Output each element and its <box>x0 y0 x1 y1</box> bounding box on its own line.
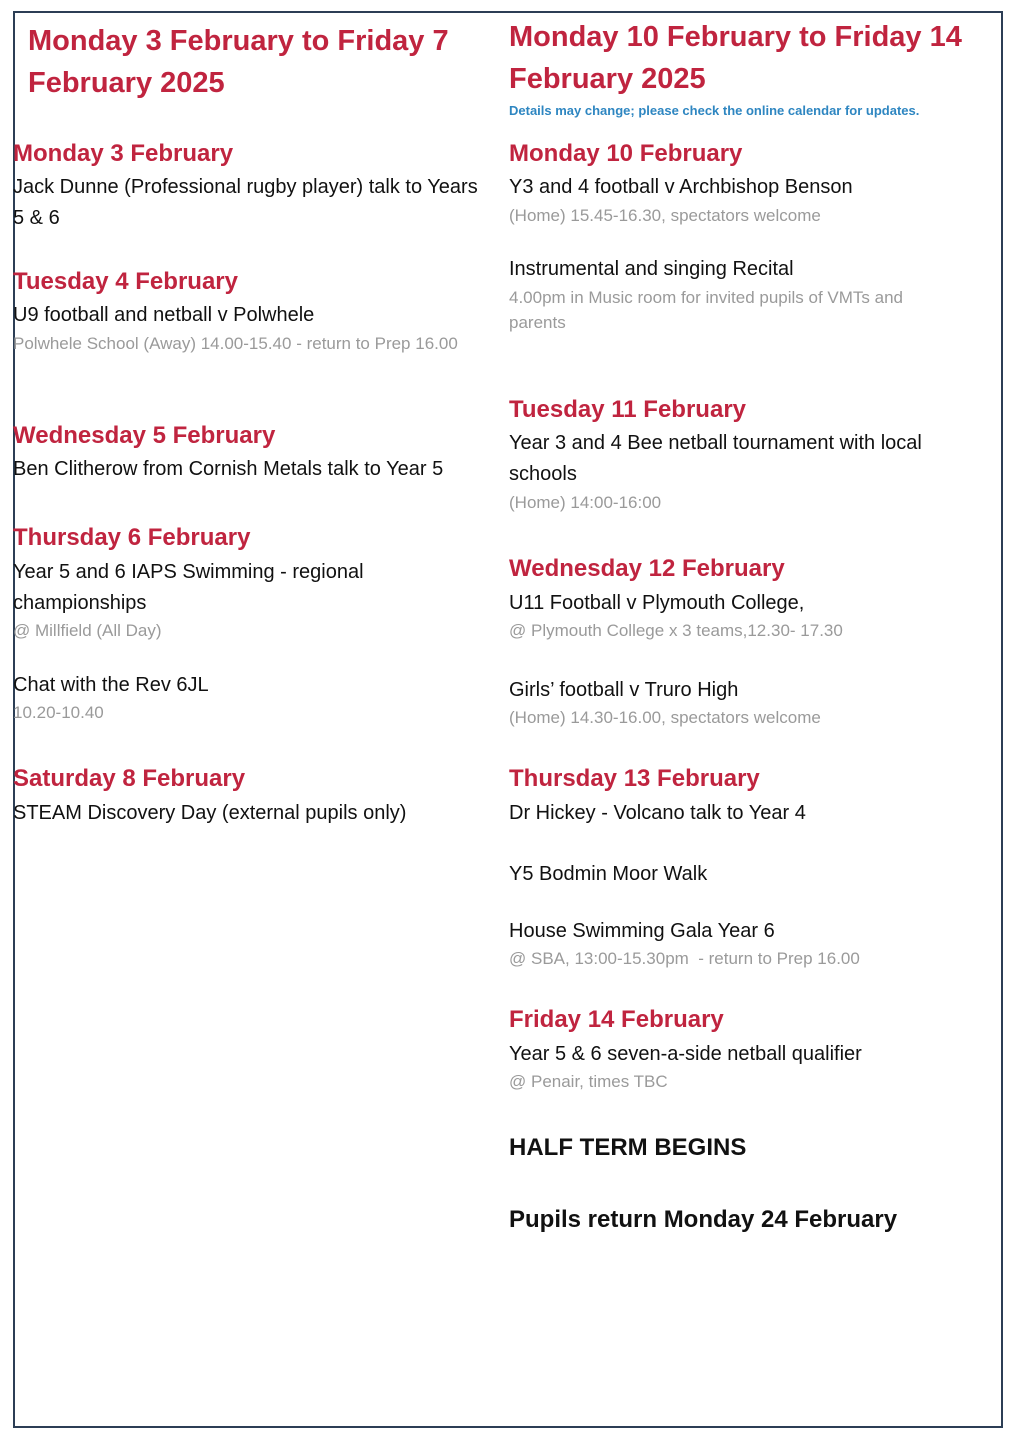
day-heading-mon-3: Monday 3 February <box>13 140 234 167</box>
event-detail: 10.20-10.40 <box>13 703 104 722</box>
event-title: Y5 Bodmin Moor Walk <box>509 863 708 885</box>
event-title: Instrumental and singing Recital <box>509 258 794 280</box>
event-title: Ben Clitherow from Cornish Metals talk to Year 5 <box>13 458 444 480</box>
day-heading-sat-8: Saturday 8 February <box>13 765 246 792</box>
event-title: Chat with the Rev 6JL <box>13 674 209 696</box>
week-2-title: Monday 10 February to Friday 14 February 2025 <box>509 21 962 95</box>
event-title: Y3 and 4 football v Archbishop Benson <box>509 176 853 198</box>
event-title: Girls’ football v Truro High <box>509 679 739 701</box>
event-detail: (Home) 14:00-16:00 <box>509 493 662 512</box>
event-detail: 4.00pm in Music room for invited pupils of VMTs and parents <box>509 288 904 332</box>
update-notice: Details may change; please check the online calendar for updates. <box>509 103 920 118</box>
return-date-notice: Pupils return Monday 24 February <box>509 1206 898 1233</box>
event-title: Year 5 & 6 seven-a-side netball qualifier <box>509 1043 862 1065</box>
event-detail: (Home) 15.45-16.30, spectators welcome <box>509 206 821 225</box>
event-detail: (Home) 14.30-16.00, spectators welcome <box>509 708 821 727</box>
day-heading-wed-5: Wednesday 5 February <box>13 422 276 449</box>
day-heading-thu-6: Thursday 6 February <box>13 524 251 551</box>
event-detail: @ Millfield (All Day) <box>13 621 162 640</box>
day-heading-thu-13: Thursday 13 February <box>509 765 760 792</box>
half-term-notice: HALF TERM BEGINS <box>509 1134 747 1161</box>
day-heading-mon-10: Monday 10 February <box>509 140 743 167</box>
event-detail: @ Penair, times TBC <box>509 1072 668 1091</box>
week-1-title: Monday 3 February to Friday 7 February 2025 <box>28 25 449 99</box>
day-heading-tue-11: Tuesday 11 February <box>509 396 746 423</box>
event-title: Year 5 and 6 IAPS Swimming - regional championships <box>13 561 364 614</box>
event-title: U9 football and netball v Polwhele <box>13 304 315 326</box>
day-heading-fri-14: Friday 14 February <box>509 1006 724 1033</box>
event-title: Jack Dunne (Professional rugby player) talk to Years 5 & 6 <box>13 176 478 229</box>
event-detail: @ SBA, 13:00-15.30pm - return to Prep 16.00 <box>509 949 860 968</box>
event-title: U11 Football v Plymouth College, <box>509 592 805 614</box>
event-title: House Swimming Gala Year 6 <box>509 920 775 942</box>
event-detail: @ Plymouth College x 3 teams,12.30- 17.30 <box>509 621 843 640</box>
event-detail: Polwhele School (Away) 14.00-15.40 - return to Prep 16.00 <box>13 334 458 353</box>
event-title: Dr Hickey - Volcano talk to Year 4 <box>509 802 806 824</box>
day-heading-tue-4: Tuesday 4 February <box>13 268 238 295</box>
day-heading-wed-12: Wednesday 12 February <box>509 555 785 582</box>
event-title: Year 3 and 4 Bee netball tournament with local schools <box>509 432 922 485</box>
event-title: STEAM Discovery Day (external pupils only) <box>13 802 407 824</box>
